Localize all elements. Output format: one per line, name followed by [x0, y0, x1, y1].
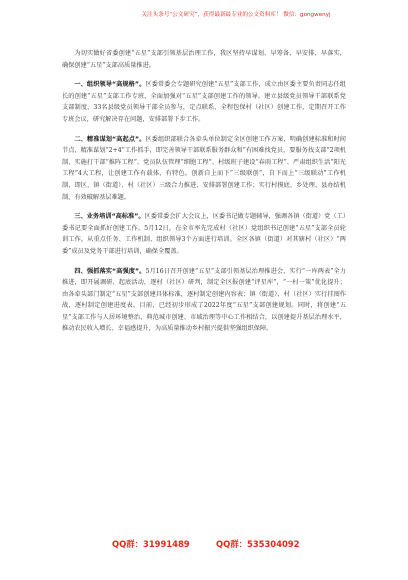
intro-paragraph: 为切实做好省委创建“五星”支部引领基层治理工作，我区坚持早谋划、早筹备、早安排、早落实，确保创建“五星”支部高质量推进。 — [62, 50, 346, 69]
section-body: 区委常委会扩大会议上，区委书记做专题辅导，强调各镇（街道）党（工）委书记要全面抓好创建工作。5月12日，在全市率先完成村（社区）党组织书记创建“五星”支部全员轮训工作，从重点任务、工作机制、组织领导3个方面进行培训。全区各镇（街道）对其辖村（社区）“两委”成员及党务干部进行培训，确保全覆盖。 — [62, 213, 346, 255]
section-organization — [62, 79, 346, 125]
top-banner: 关注头条号“公文研究”，获得最新最专业的公文资料库！ 微信：gongwenyj — [141, 12, 331, 18]
section-heading: 四、强抓落实“高强度”。 — [74, 267, 146, 275]
qq-group-2: QQ群：535304092 — [216, 539, 300, 549]
section-implementation — [62, 266, 346, 336]
section-planning — [62, 134, 346, 204]
qq-group-1: QQ群：31991489 — [112, 539, 190, 549]
section-body: 区委组织部联合各牵头单位制定全区创建工作方案，明确创建标准和时间节点，精准谋划“2+4”工作抓手，即完善领导干部联系服务群众和“有困难找党员，要服务找支部”2项机制，实施打干部“推阵工程”、党员队伍管理“细胞工程”、村级班子建设“春雨工程”、严肃组织生活“阳光工程”4大工程，让创建工作有载体、有特色。创新自上而下“三级联创”，自下而上“三级联动”工作机制，即区、镇（街道）、村（社区）三级合力推进，安排部署创建工作；实行村摸底、乡处理、县办结机制，有效破解基层难题。 — [62, 135, 346, 201]
section-heading: 一、组织领导“高规格”。 — [74, 81, 146, 89]
section-heading: 二、精准谋划“高起点”。 — [74, 135, 146, 143]
section-body: 5月16日召开创建“五星”支部引领基层治理推进会，实行“一库两表”全力推进，即开展调研、起底活动，逐村（社区）研判，制定全区报创建“评星库”，“一村一策”优化提升；由各牵头部门制定“五星”支部创建具体标准，逐村制定创建内容表；镇（街道）、村（社区）实行挂图作战，逐村制定创建进度表。目前，已经初步形成了2022年度“五星”支部创建规划。同时，将创建“五星”支部工作与人居环境整治、典范城市创建、市域治理等中心工作相结合，以创建提升基层治理水平，推动农民收入增长、幸福感提升，为高质量推动乡村振兴提供坚强组织保障。 — [62, 267, 346, 333]
section-heading: 三、业务培训“高标准”。 — [74, 213, 145, 221]
section-body: 区委常委会专题研究创建“五星”支部工作，成立由区委主要负责同志任组长的创建“五星”支部工作专班，全面加强对“五星”支部创建工作的领导。建立县级党员领导干部联系党支部制度，33名县级党员领导干部全员参与，定点联系、全程包保村（社区）创建工作，定期召开工作专班会议，研究解决存在问题，安排部署下步工作。 — [62, 81, 346, 123]
document-body — [62, 48, 346, 343]
section-training — [62, 211, 346, 257]
